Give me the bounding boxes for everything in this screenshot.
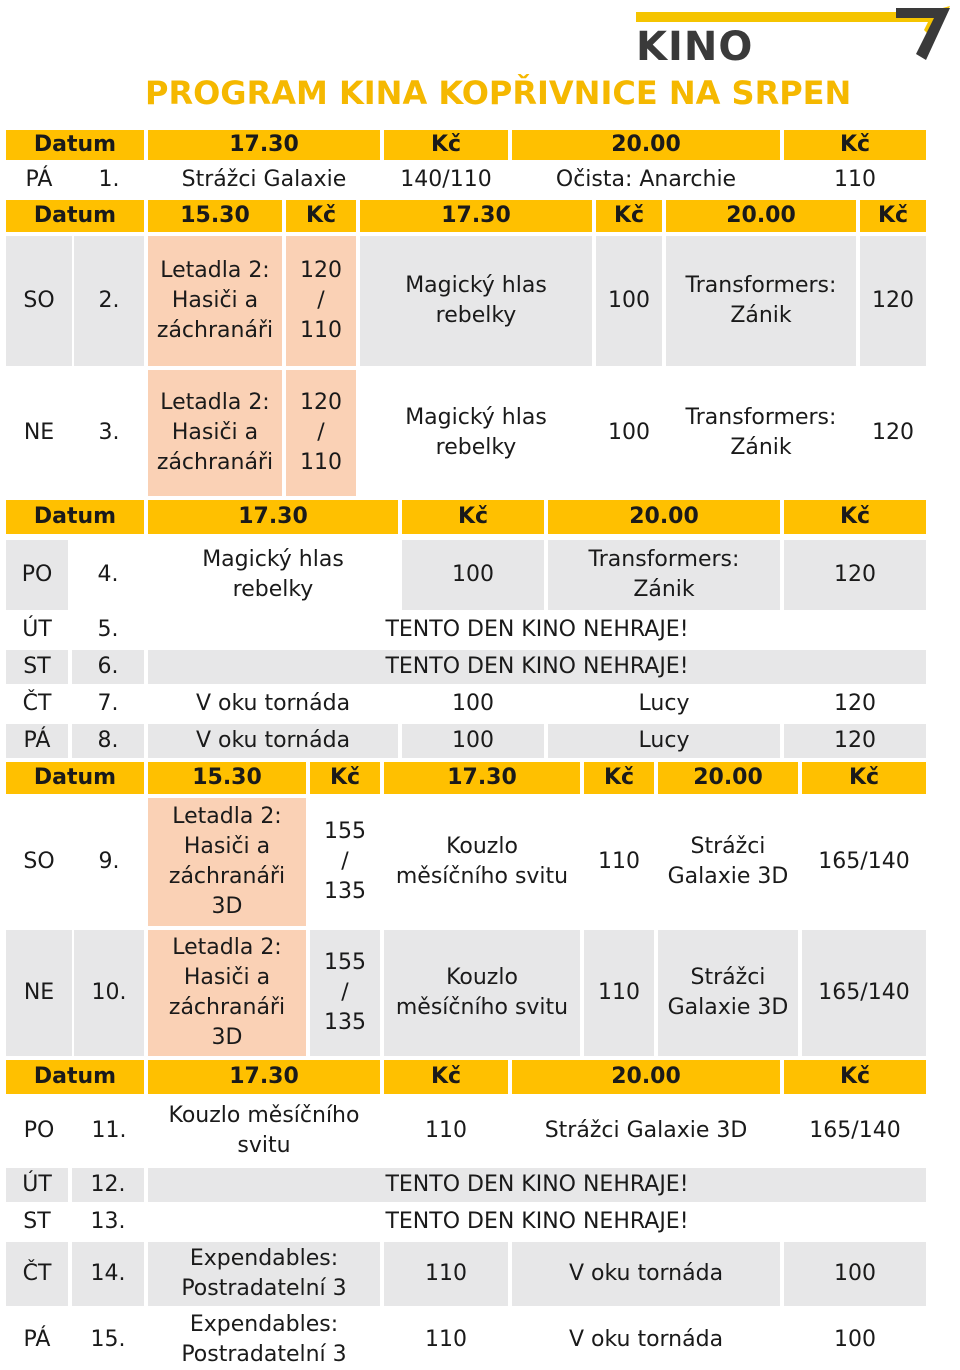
film-price: 120: [860, 236, 926, 366]
film-price: 155 / 135: [310, 798, 380, 926]
film-title: Strážci Galaxie 3D: [658, 798, 798, 926]
day-date: 9.: [74, 798, 144, 926]
film-price: 100: [402, 724, 544, 758]
film-title: Transformers: Zánik: [548, 540, 780, 610]
film-title: Magický hlas rebelky: [148, 540, 398, 610]
day-date: 1.: [74, 164, 144, 196]
film-title: Očista: Anarchie: [512, 164, 780, 196]
film-price: 110: [584, 930, 654, 1056]
day-name: ÚT: [6, 1168, 68, 1202]
header-price: Kč: [286, 200, 356, 232]
film-title: Lucy: [548, 688, 780, 720]
header-time: 20.00: [512, 1060, 780, 1094]
day-name: PÁ: [6, 1312, 68, 1368]
header-price: Kč: [310, 762, 380, 794]
film-price: 120: [784, 540, 926, 610]
film-title: Expendables: Postradatelní 3: [148, 1312, 380, 1368]
film-title: Expendables: Postradatelní 3: [148, 1242, 380, 1306]
day-date: 13.: [72, 1206, 144, 1238]
header-price: Kč: [784, 1060, 926, 1094]
day-date: 4.: [72, 540, 144, 610]
day-date: 10.: [74, 930, 144, 1056]
film-price: 120: [784, 724, 926, 758]
header-price: Kč: [802, 762, 926, 794]
header-time: 17.30: [148, 1060, 380, 1094]
film-title: Transformers: Zánik: [666, 236, 856, 366]
header-datum: Datum: [6, 130, 144, 160]
film-title: Strážci Galaxie 3D: [512, 1098, 780, 1164]
day-date: 6.: [72, 650, 144, 684]
header-price: Kč: [860, 200, 926, 232]
day-date: 11.: [74, 1098, 144, 1164]
header-time: 15.30: [148, 762, 306, 794]
day-name: PÁ: [6, 724, 68, 758]
film-title: Magický hlas rebelky: [360, 370, 592, 496]
day-name: PO: [6, 1098, 72, 1164]
header-price: Kč: [784, 130, 926, 160]
film-title: Kouzlo měsíčního svitu: [384, 930, 580, 1056]
day-date: 2.: [74, 236, 144, 366]
film-price: 100: [596, 370, 662, 496]
film-price: 110: [584, 798, 654, 926]
day-name: SO: [6, 798, 72, 926]
header-time: 20.00: [666, 200, 856, 232]
film-title: Letadla 2: Hasiči a záchranáři 3D: [148, 930, 306, 1056]
film-title: Kouzlo měsíčního svitu: [384, 798, 580, 926]
day-date: 3.: [74, 370, 144, 496]
day-date: 5.: [72, 614, 144, 646]
film-title: Transformers: Zánik: [666, 370, 856, 496]
film-price: 155 / 135: [310, 930, 380, 1056]
film-price: 100: [784, 1312, 926, 1368]
film-title: Letadla 2: Hasiči a záchranáři 3D: [148, 798, 306, 926]
day-name: ÚT: [6, 614, 68, 646]
film-price: 120: [860, 370, 926, 496]
closed-notice: TENTO DEN KINO NEHRAJE!: [148, 614, 926, 646]
film-title: Strážci Galaxie 3D: [658, 930, 798, 1056]
day-name: NE: [6, 370, 72, 496]
day-name: PO: [6, 540, 68, 610]
film-title: Magický hlas rebelky: [360, 236, 592, 366]
header-price: Kč: [402, 500, 544, 534]
header-price: Kč: [584, 762, 654, 794]
day-date: 15.: [72, 1312, 144, 1368]
film-price: 100: [402, 540, 544, 610]
film-title: V oku tornáda: [148, 688, 398, 720]
film-price: 100: [596, 236, 662, 366]
film-price: 140/110: [384, 164, 508, 196]
day-name: PÁ: [6, 164, 72, 196]
film-title: V oku tornáda: [512, 1242, 780, 1306]
film-price: 110: [384, 1242, 508, 1306]
film-price: 120 / 110: [286, 370, 356, 496]
closed-notice: TENTO DEN KINO NEHRAJE!: [148, 1206, 926, 1238]
day-date: 12.: [72, 1168, 144, 1202]
day-name: ČT: [6, 1242, 68, 1306]
day-date: 7.: [72, 688, 144, 720]
day-date: 8.: [72, 724, 144, 758]
header-datum: Datum: [6, 1060, 144, 1094]
film-title: Letadla 2: Hasiči a záchranáři: [148, 236, 282, 366]
header-time: 17.30: [360, 200, 592, 232]
film-title: Letadla 2: Hasiči a záchranáři: [148, 370, 282, 496]
film-title: V oku tornáda: [512, 1312, 780, 1368]
film-price: 165/140: [802, 798, 926, 926]
film-title: Lucy: [548, 724, 780, 758]
closed-notice: TENTO DEN KINO NEHRAJE!: [148, 650, 926, 684]
header-time: 20.00: [512, 130, 780, 160]
header-price: Kč: [784, 500, 926, 534]
header-time: 17.30: [148, 500, 398, 534]
page-title: PROGRAM KINA KOPŘIVNICE NA SRPEN: [145, 74, 852, 112]
header-datum: Datum: [6, 500, 144, 534]
day-name: ST: [6, 650, 68, 684]
day-date: 14.: [72, 1242, 144, 1306]
film-price: 110: [384, 1098, 508, 1164]
film-title: Strážci Galaxie: [148, 164, 380, 196]
film-price: 100: [402, 688, 544, 720]
closed-notice: TENTO DEN KINO NEHRAJE!: [148, 1168, 926, 1202]
header-price: Kč: [384, 130, 508, 160]
header-datum: Datum: [6, 762, 144, 794]
film-price: 100: [784, 1242, 926, 1306]
header-time: 20.00: [548, 500, 780, 534]
film-title: Kouzlo měsíčního svitu: [148, 1098, 380, 1164]
film-price: 120 / 110: [286, 236, 356, 366]
header-time: 20.00: [658, 762, 798, 794]
film-price: 165/140: [802, 930, 926, 1056]
logo-text: KINO: [636, 24, 754, 70]
film-title: V oku tornáda: [148, 724, 398, 758]
header-datum: Datum: [6, 200, 144, 232]
day-name: ST: [6, 1206, 68, 1238]
header-time: 15.30: [148, 200, 282, 232]
film-price: 120: [784, 688, 926, 720]
film-price: 110: [784, 164, 926, 196]
header-price: Kč: [384, 1060, 508, 1094]
day-name: SO: [6, 236, 72, 366]
header-time: 17.30: [384, 762, 580, 794]
day-name: NE: [6, 930, 72, 1056]
film-price: 110: [384, 1312, 508, 1368]
day-name: ČT: [6, 688, 68, 720]
header-price: Kč: [596, 200, 662, 232]
film-price: 165/140: [784, 1098, 926, 1164]
header-time: 17.30: [148, 130, 380, 160]
kino-logo: [628, 0, 958, 80]
